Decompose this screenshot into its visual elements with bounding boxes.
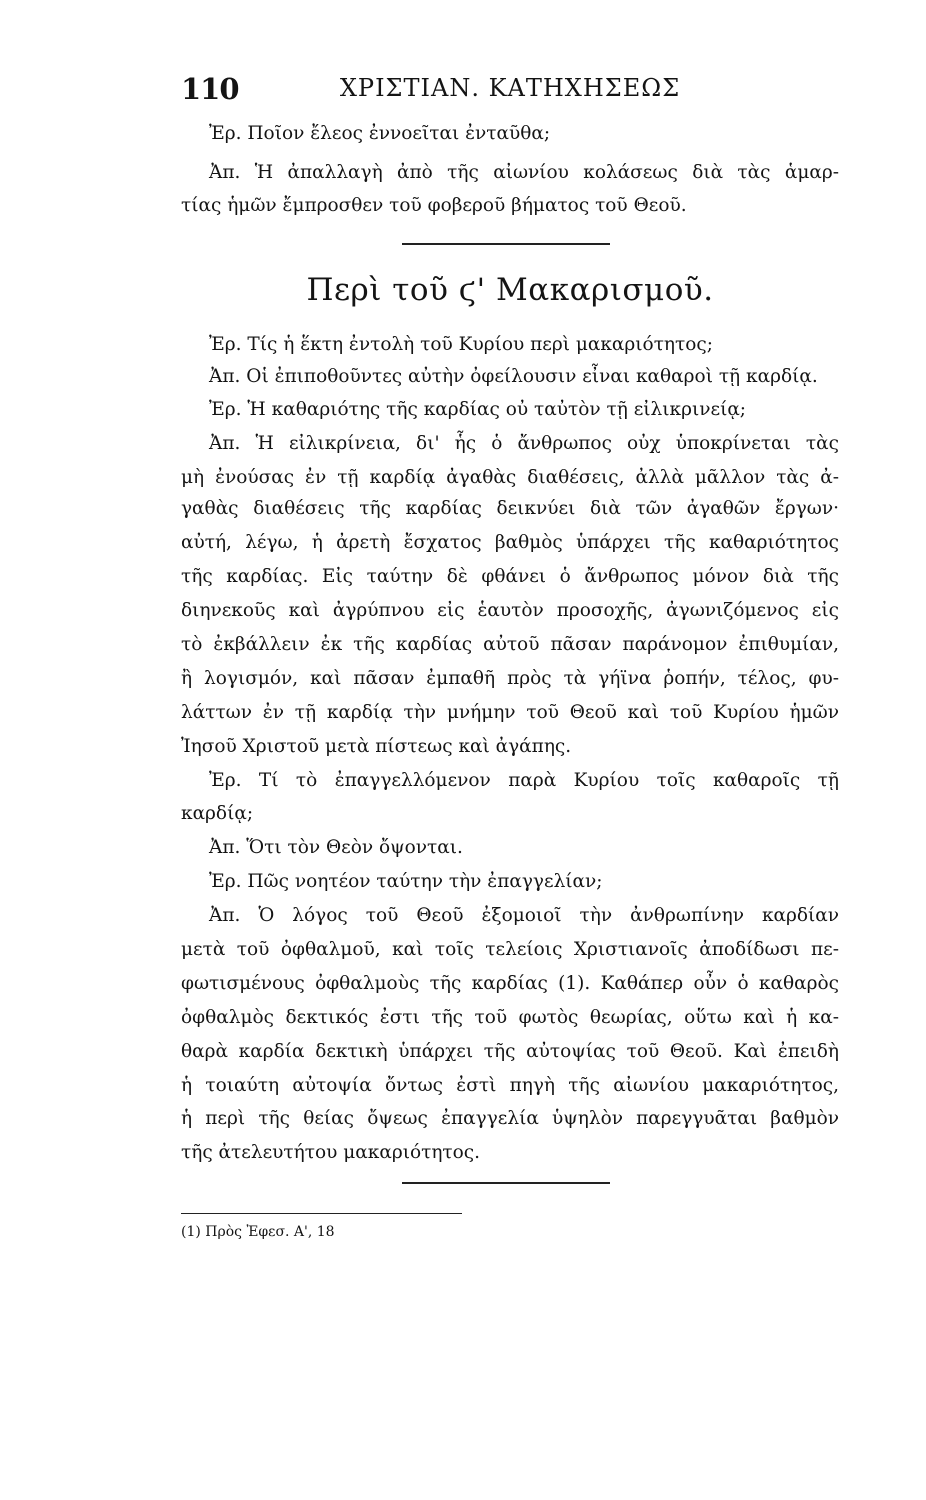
text-line: Ἐρ. Τίς ἡ ἕκτη ἐντολὴ τοῦ Κυρίου περὶ μακαριότητος;: [209, 334, 713, 355]
text-line: ἡ περὶ τῆς θείας ὄψεως ἐπαγγελία ὑψηλὸν παρεγγυᾶται βαθμὸν: [181, 1108, 839, 1129]
text-line: αὐτή, λέγω, ἡ ἀρετὴ ἔσχατος βαθμὸς ὑπάρχει τῆς καθαριότητος: [181, 532, 839, 553]
section-title: Περὶ τοῦ ϛ' Μακαρισμοῦ.: [306, 272, 714, 308]
text-line: Ἀπ. Οἱ ἐπιποθοῦντες αὐτὴν ὀφείλουσιν εἶναι καθαροὶ τῇ καρδίᾳ.: [209, 366, 818, 387]
text-line: Ἐρ. Ποῖον ἔλεος ἐννοεῖται ἐνταῦθα;: [209, 123, 551, 144]
text-line: Ἀπ. Ὅτι τὸν Θεὸν ὄψονται.: [209, 837, 463, 858]
footnote-rule: [181, 1213, 462, 1214]
text-line: μὴ ἐνούσας ἐν τῇ καρδίᾳ ἀγαθὰς διαθέσεις, ἀλλὰ μᾶλλον τὰς ἀ-: [181, 467, 839, 488]
section-divider: [402, 243, 610, 245]
footnote: (1) Πρὸς Ἐφεσ. Α', 18: [181, 1224, 335, 1240]
text-line: γαθὰς διαθέσεις τῆς καρδίας δεικνύει διὰ τῶν ἀγαθῶν ἔργων·: [181, 498, 839, 519]
page-header: [181, 72, 839, 112]
text-line: τῆς ἀτελευτήτου μακαριότητος.: [181, 1142, 481, 1163]
text-line: φωτισμένους ὀφθαλμοὺς τῆς καρδίας (1). Καθάπερ οὖν ὁ καθαρὸς: [181, 973, 839, 994]
text-line: τίας ἡμῶν ἔμπροσθεν τοῦ φοβεροῦ βήματος τοῦ Θεοῦ.: [181, 195, 687, 216]
text-line: ὀφθαλμὸς δεκτικός ἐστι τῆς τοῦ φωτὸς θεωρίας, οὕτω καὶ ἡ κα-: [181, 1007, 839, 1028]
text-line: ἢ λογισμόν, καὶ πᾶσαν ἐμπαθῆ πρὸς τὰ γήϊνα ῥοπήν, τέλος, φυ-: [181, 668, 839, 689]
text-line: διηνεκοῦς καὶ ἀγρύπνου εἰς ἑαυτὸν προσοχῆς, ἀγωνιζόμενος εἰς: [181, 600, 839, 621]
text-line: Ἀπ. Ὁ λόγος τοῦ Θεοῦ ἐξομοιοῖ τὴν ἀνθρωπίνην καρδίαν: [209, 905, 839, 926]
text-line: Ἰησοῦ Χριστοῦ μετὰ πίστεως καὶ ἀγάπης.: [181, 736, 572, 757]
text-line: τὸ ἐκβάλλειν ἐκ τῆς καρδίας αὐτοῦ πᾶσαν παράνομον ἐπιθυμίαν,: [181, 634, 839, 655]
text-line: Ἐρ. Ἡ καθαριότης τῆς καρδίας οὐ ταὐτὸν τῇ εἰλικρινείᾳ;: [209, 399, 747, 420]
section-divider: [402, 1182, 610, 1184]
text-line: λάττων ἐν τῇ καρδίᾳ τὴν μνήμην τοῦ Θεοῦ καὶ τοῦ Κυρίου ἡμῶν: [181, 702, 839, 723]
text-line: ἡ τοιαύτη αὐτοψία ὄντως ἐστὶ πηγὴ τῆς αἰωνίου μακαριότητος,: [181, 1075, 839, 1096]
text-line: Ἀπ. Ἡ ἀπαλλαγὴ ἀπὸ τῆς αἰωνίου κολάσεως διὰ τὰς ἁμαρ-: [209, 162, 839, 183]
text-line: καρδίᾳ;: [181, 803, 254, 824]
page-number: 110: [181, 72, 239, 106]
text-line: Ἀπ. Ἡ εἰλικρίνεια, δι' ἧς ὁ ἄνθρωπος οὐχ ὑποκρίνεται τὰς: [209, 433, 839, 454]
text-line: Ἐρ. Τί τὸ ἐπαγγελλόμενον παρὰ Κυρίου τοῖς καθαροῖς τῇ: [209, 770, 839, 791]
text-line: τῆς καρδίας. Εἰς ταύτην δὲ φθάνει ὁ ἄνθρωπος μόνον διὰ τῆς: [181, 566, 839, 587]
running-head: ΧΡΙΣΤΙΑΝ. ΚΑΤΗΧΗΣΕΩΣ: [339, 74, 681, 102]
text-line: Ἐρ. Πῶς νοητέον ταύτην τὴν ἐπαγγελίαν;: [209, 871, 603, 892]
text-line: θαρὰ καρδία δεκτικὴ ὑπάρχει τῆς αὐτοψίας τοῦ Θεοῦ. Καὶ ἐπειδὴ: [181, 1041, 839, 1062]
text-line: μετὰ τοῦ ὀφθαλμοῦ, καὶ τοῖς τελείοις Χριστιανοῖς ἀποδίδωσι πε-: [181, 939, 839, 960]
